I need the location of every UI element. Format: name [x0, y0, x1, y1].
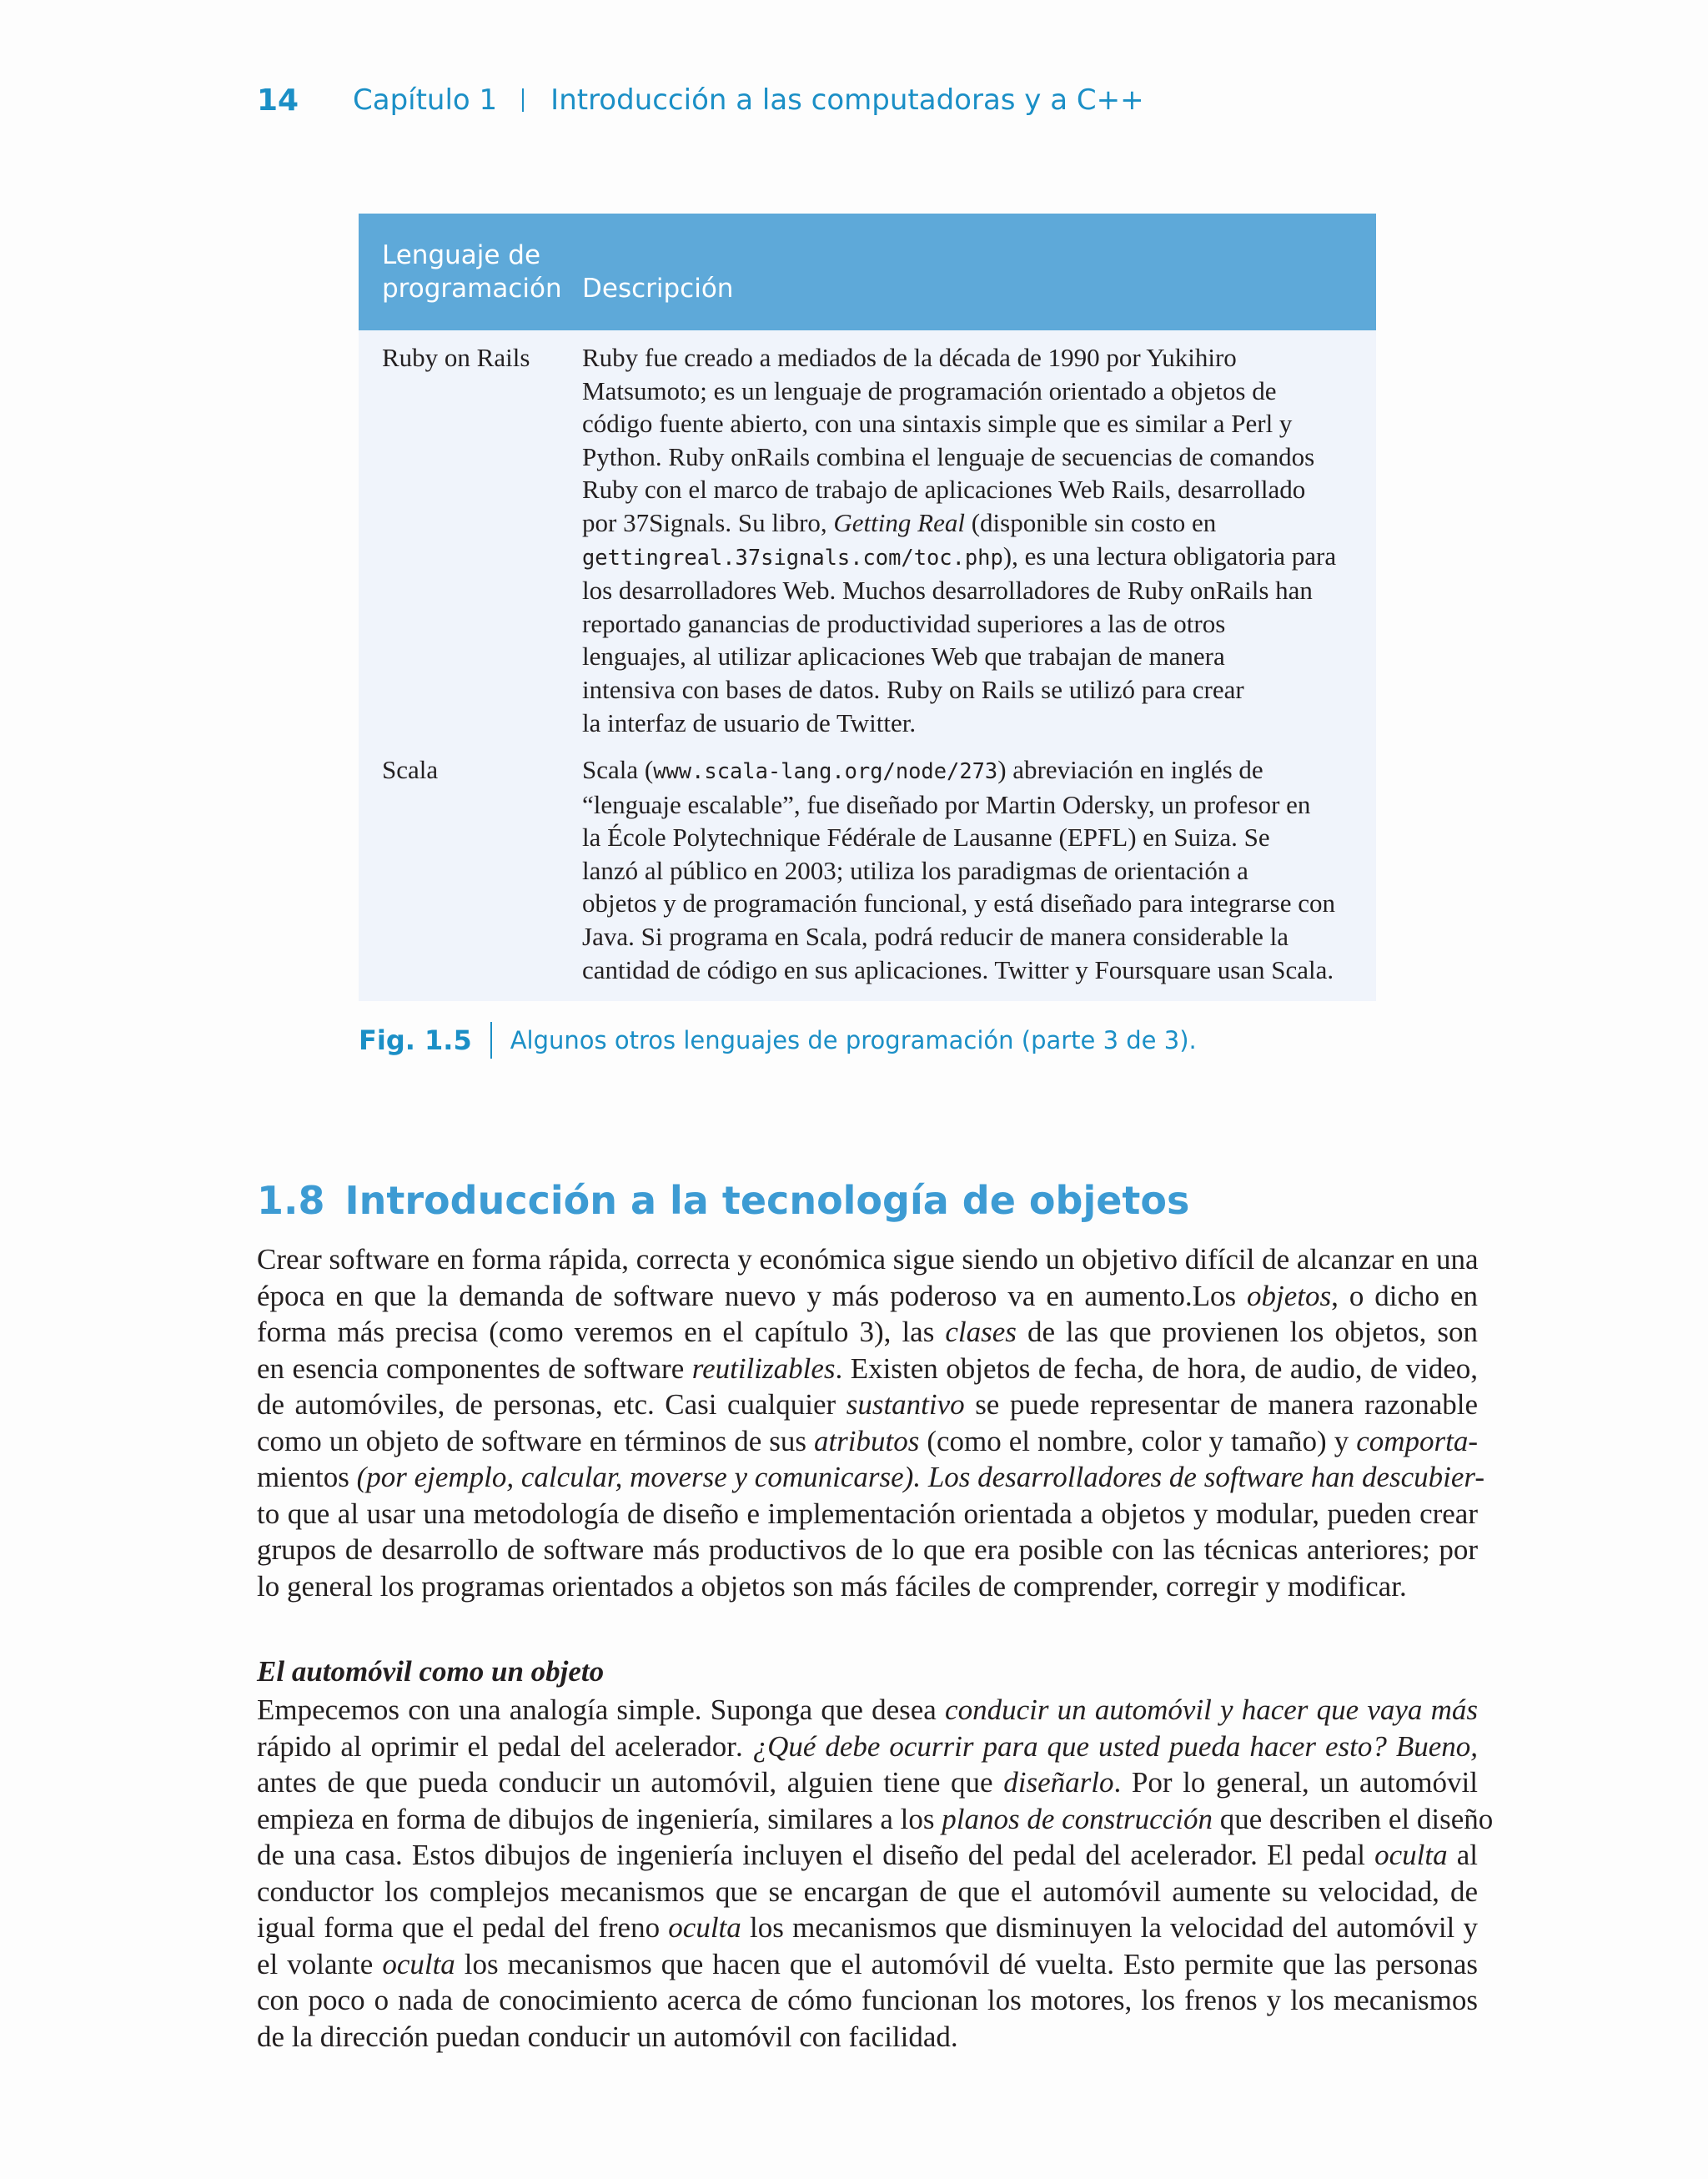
text-line — [257, 1386, 1478, 1423]
figure-label: Fig. 1.5 — [359, 1024, 472, 1056]
emphasis-text: objetos — [1247, 1279, 1332, 1312]
text-line: de la dirección puedan conducir un automóvil con facilidad. — [257, 2020, 958, 2053]
text-segment: por 37Signals. Su libro, — [582, 507, 834, 537]
chapter-title: Introducción a las computadoras y a C++ — [550, 83, 1144, 117]
emphasis-text: clases — [945, 1316, 1017, 1348]
section-number: 1.8 — [257, 1178, 325, 1223]
text-line — [582, 540, 1358, 575]
text-segment: , o dicho en — [1331, 1279, 1479, 1312]
emphasis-text: sustantivo — [846, 1388, 965, 1421]
col-header-language — [382, 239, 562, 305]
chapter-label: Capítulo 1 — [353, 83, 498, 117]
text-segment: los mecanismos que hacen que el automóvil dé vuelta. Esto permite que las personas — [455, 1947, 1479, 1980]
header-divider — [522, 88, 524, 112]
running-header — [257, 77, 1144, 123]
figure-caption-text: Algunos otros lenguajes de programación (parte 3 de 3). — [510, 1026, 1197, 1054]
text-segment: de automóviles, de personas, etc. Casi cualquier — [257, 1388, 846, 1421]
emphasis-text: comporta- — [1356, 1424, 1478, 1457]
text-line — [257, 1423, 1478, 1460]
col-header-language-line1: Lenguaje de — [382, 240, 541, 270]
emphasis-text: diseñarlo — [1003, 1766, 1114, 1799]
text-segment: . Por lo general, un automóvil — [1113, 1766, 1478, 1799]
text-line — [257, 1314, 1478, 1351]
text-line: Matsumoto; es un lenguaje de programación orientado a objetos de — [582, 375, 1277, 405]
text-line — [582, 506, 1358, 540]
emphasis-text: oculta — [1374, 1839, 1448, 1871]
text-line — [257, 1351, 1478, 1387]
text-line: cantidad de código en sus aplicaciones. Twitter y Foursquare usan Scala. — [582, 954, 1334, 984]
emphasis-text: oculta — [382, 1947, 455, 1980]
languages-table — [359, 214, 1376, 1001]
text-line: lanzó al público en 2003; utiliza los paradigmas de orientación a — [582, 855, 1248, 885]
text-line — [257, 1946, 1478, 1983]
text-line — [257, 1801, 1494, 1838]
language-description — [582, 753, 1358, 986]
body-paragraph — [257, 1241, 1484, 1604]
emphasis-text: conducir un automóvil y hacer que vaya más — [945, 1693, 1479, 1726]
subsection-heading: El automóvil como un objeto — [257, 1655, 605, 1688]
text-line: la interfaz de usuario de Twitter. — [582, 707, 917, 737]
text-line: con poco o nada de conocimiento acerca de cómo funcionan los motores, los frenos y los mecanismos — [257, 1984, 1478, 2016]
text-line: Java. Si programa en Scala, podrá reducir de manera considerable la — [582, 921, 1289, 951]
text-line — [257, 1278, 1478, 1315]
text-line: Python. Ruby onRails combina el lenguaje de secuencias de comandos — [582, 441, 1315, 471]
url-text: www.scala-lang.org/node/273 — [653, 758, 998, 783]
text-line: intensiva con bases de datos. Ruby on Rails se utilizó para crear — [582, 674, 1244, 704]
text-line: Crear software en forma rápida, correcta y económica sigue siendo un objetivo difícil de alcanzar en una — [257, 1243, 1479, 1276]
text-segment: de una casa. Estos dibujos de ingeniería incluyen el diseño del pedal del acelerador. El pedal — [257, 1839, 1375, 1871]
emphasis-text: planos de construcción — [942, 1802, 1213, 1835]
figure-caption — [359, 1019, 1197, 1061]
text-line: grupos de desarrollo de software más productivos de lo que era posible con las técnicas anteriores; por — [257, 1533, 1478, 1566]
url-text: gettingreal.37signals.com/toc.php — [582, 544, 1003, 570]
text-line: Ruby con el marco de trabajo de aplicaciones Web Rails, desarrollado — [582, 475, 1306, 505]
emphasis-text: (por ejemplo, calcular, moverse y comunicarse). Los desarrolladores de software han descubier- — [349, 1461, 1484, 1493]
emphasis-text: reutilizables — [691, 1351, 836, 1385]
text-line — [257, 1764, 1478, 1801]
text-segment: época en que la demanda de software nuevo y más poderoso va en aumento.Los — [257, 1279, 1248, 1312]
text-segment: Empecemos con una analogía simple. Suponga que desea — [257, 1693, 946, 1726]
text-line: los desarrolladores Web. Muchos desarrolladores de Ruby onRails han — [582, 576, 1313, 606]
text-line: reportado ganancias de productividad superiores a las de otros — [582, 608, 1226, 638]
text-segment: Scala ( — [582, 755, 654, 784]
text-segment: de las que provienen los objetos, son — [1016, 1316, 1478, 1348]
book-title: Getting Real — [833, 507, 965, 537]
text-segment: los mecanismos que disminuyen la velocidad del automóvil y — [741, 1911, 1478, 1944]
text-line: lenguajes, al utilizar aplicaciones Web que trabajan de manera — [582, 642, 1225, 672]
text-segment: antes de que pueda conducir un automóvil, alguien tiene que — [257, 1766, 1004, 1799]
col-header-description: Descripción — [582, 274, 734, 304]
caption-divider — [490, 1022, 492, 1059]
text-segment: en esencia componentes de software — [257, 1351, 692, 1385]
text-line: objetos y de programación funcional, y está diseñado para integrarse con — [582, 888, 1335, 918]
emphasis-text: oculta — [668, 1911, 741, 1944]
text-segment: al — [1447, 1839, 1478, 1871]
body-paragraph — [257, 1692, 1494, 2055]
text-segment: (disponible sin costo en — [964, 507, 1217, 537]
text-segment: como un objeto de software en términos de sus — [257, 1424, 814, 1457]
text-segment: que describen el diseño — [1212, 1802, 1494, 1835]
text-line: to que al usar una metodología de diseño e implementación orientada a objetos y modular, pueden crear — [257, 1497, 1478, 1530]
language-name: Scala — [382, 755, 439, 784]
table-header — [359, 214, 1376, 330]
text-segment: ), es una lectura obligatoria para — [1002, 541, 1337, 571]
language-description — [582, 341, 1358, 739]
text-line: lo general los programas orientados a objetos son más fáciles de comprender, corregir y modificar. — [257, 1569, 1407, 1603]
text-line: Ruby fue creado a mediados de la década de 1990 por Yukihiro — [582, 343, 1237, 372]
section-title: Introducción a la tecnología de objetos — [344, 1178, 1190, 1223]
text-line: código fuente abierto, con una sintaxis simple que es similar a Perl y — [582, 409, 1293, 439]
emphasis-text: . ¿Qué debe ocurrir para que usted pueda hacer esto? Bueno, — [736, 1729, 1478, 1763]
language-name: Ruby on Rails — [382, 343, 530, 372]
text-line: “lenguaje escalable”, fue diseñado por Martin Odersky, un profesor en — [582, 789, 1311, 819]
text-line — [257, 1837, 1478, 1874]
text-segment: el volante — [257, 1947, 383, 1980]
text-segment: rápido al oprimir el pedal del acelerador — [257, 1729, 736, 1763]
text-line — [582, 753, 1358, 788]
emphasis-text: atributos — [813, 1424, 920, 1457]
text-line — [257, 1692, 1478, 1729]
text-segment: igual forma que el pedal del freno — [257, 1911, 669, 1944]
text-segment: ) abreviación en inglés de — [997, 755, 1263, 784]
text-segment: se puede representar de manera razonable — [964, 1388, 1478, 1421]
section-heading — [257, 1178, 1189, 1223]
text-segment: empieza en forma de dibujos de ingeniería, similares a los — [257, 1802, 942, 1835]
text-segment: (como el nombre, color y tamaño) y — [919, 1424, 1357, 1457]
text-line: conductor los complejos mecanismos que se encargan de que el automóvil aumente su velocidad, de — [257, 1875, 1478, 1908]
text-segment: . Existen objetos de fecha, de hora, de audio, de video, — [835, 1351, 1478, 1385]
text-segment: forma más precisa (como veremos en el capítulo 3), las — [257, 1316, 946, 1348]
text-line — [257, 1910, 1478, 1946]
text-line — [257, 1459, 1484, 1496]
text-segment: mientos — [257, 1461, 349, 1493]
col-header-language-line2: programación — [382, 274, 562, 304]
page-number: 14 — [257, 83, 299, 118]
text-line: la École Polytechnique Fédérale de Lausanne (EPFL) en Suiza. Se — [582, 823, 1270, 853]
text-line — [257, 1729, 1478, 1765]
